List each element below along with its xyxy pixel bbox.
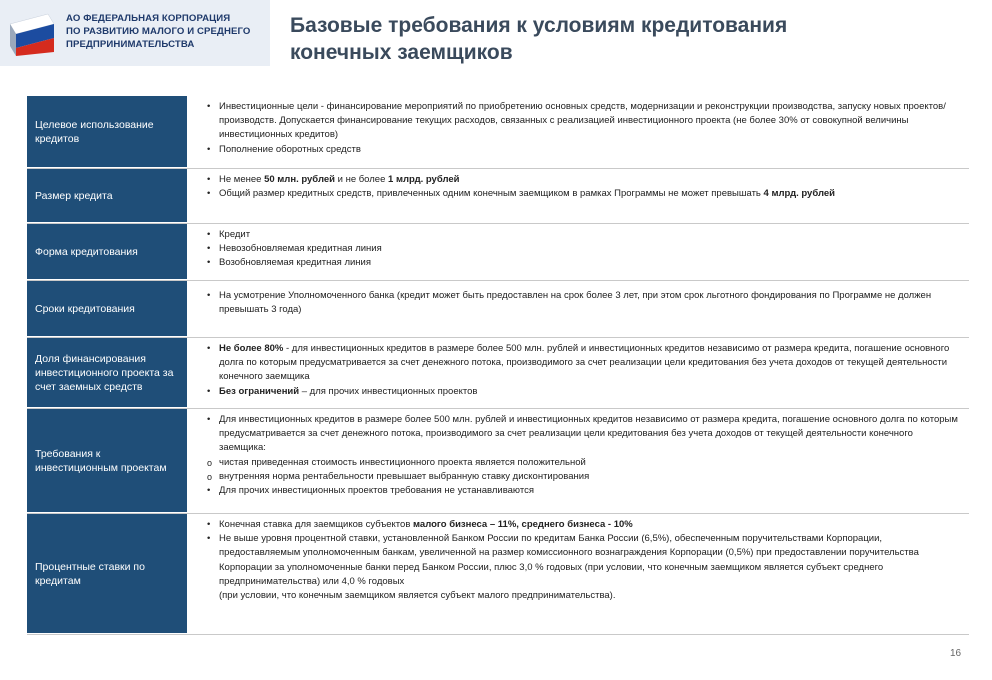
list-item: • Невозобновляемая кредитная линия [207, 243, 382, 255]
list-item: • Для инвестиционных кредитов в размере более 500 млн. рублей и инвестиционных кредитов независимо от размера кредита, погашение основного долга по которым предусматривается за счет денежного потока, производимого за счет реализации цели кредитования без учета доходов от текущей деятельности конечного заемщика: [207, 414, 958, 454]
row-content [187, 169, 969, 223]
list-item-continuation: (при условии, что конечным заемщиком является субъект малого предпринимательства). [219, 590, 616, 602]
org-name-line-3: ПРЕДПРИНИМАТЕЛЬСТВА [66, 39, 195, 50]
row-content [187, 281, 969, 337]
row-content [187, 224, 969, 280]
list-item: • Кредит [207, 229, 251, 240]
table-row-terms [27, 281, 969, 338]
list-item: • Не выше уровня процентной ставки, установленной Банком России по кредитам Банка России (6,5%), обеспеченным поручительствами Корпорации, предоставляемым уполномоченным банкам, увеличенной на размер комиссионного вознаграждения Корпорации (0,5%) при предоставлении поручительства Корпорации за уполномоченные банки перед Банком России, плюс 3,0 % годовых (при условии, что конечным заемщиком является субъект среднего предпринимательства) или 4,0 % годовых [207, 533, 919, 587]
list-item: • Не более 80% - для инвестиционных кредитов в размере более 500 млн. рублей и инвестиционных кредитов независимо от размера кредита, погашение основного долга по которым предусматривается за счет денежного потока, производимого за счет реализации цели кредитования без учета доходов от текущей деятельности конечного заемщика [207, 343, 950, 383]
slide-title-line-2: конечных заемщиков [290, 41, 513, 64]
logo-area [0, 0, 270, 66]
list-item: • Общий размер кредитных средств, привлеченных одним конечным заемщиком в рамках Программы не может превышать 4 млрд. рублей [207, 188, 836, 200]
row-content [187, 409, 969, 513]
list-item: • Возобновляемая кредитная линия [207, 257, 371, 269]
row-label: Сроки кредитования [27, 281, 187, 337]
row-content [187, 96, 969, 168]
sub-list-item: o внутренняя норма рентабельности превышает выбранную ставку дисконтирования [207, 470, 590, 482]
requirements-table [27, 96, 969, 635]
org-name-line-2: ПО РАЗВИТИЮ МАЛОГО И СРЕДНЕГО [66, 26, 251, 37]
org-name-line-1: АО ФЕДЕРАЛЬНАЯ КОРПОРАЦИЯ [66, 13, 231, 24]
table-row-purpose [27, 96, 969, 169]
table-row-share [27, 338, 969, 409]
page-number: 16 [950, 648, 962, 659]
list-item: • Для прочих инвестиционных проектов требования не устанавливаются [207, 485, 534, 497]
list-item: • Не менее 50 млн. рублей и не более 1 млрд. рублей [207, 174, 460, 185]
row-label: Целевое использование кредитов [27, 96, 187, 168]
table-row-form [27, 224, 969, 281]
list-item: • Пополнение оборотных средств [207, 143, 361, 155]
russian-flag-logo [8, 10, 58, 56]
row-content [187, 514, 969, 634]
list-item: • На усмотрение Уполномоченного банка (кредит может быть предоставлен на срок более 3 лет, при этом срок льготного фондирования по Программе не должен превышать 3 года) [207, 290, 932, 316]
row-content [187, 338, 969, 408]
list-item: • Конечная ставка для заемщиков субъектов малого бизнеса – 11%, среднего бизнеса - 10% [207, 519, 633, 530]
row-label: Размер кредита [27, 169, 187, 223]
organization-name [66, 12, 266, 51]
row-label: Требования к инвестиционным проектам [27, 409, 187, 513]
row-label: Доля финансирования инвестиционного проекта за счет заемных средств [27, 338, 187, 408]
slide-title [290, 12, 787, 66]
table-row-rates [27, 514, 969, 635]
sub-list-item: o чистая приведенная стоимость инвестиционного проекта является положительной [207, 456, 586, 468]
slide-title-line-1: Базовые требования к условиям кредитования [290, 14, 788, 37]
list-item: • Инвестиционные цели - финансирование мероприятий по приобретению основных средств, модернизации и реконструкции производства, запуску новых проектов/производств. Допускается финансирование текущих расходов, связанных с реализацией инвестиционного проекта (не более 30% от совокупной величины инвестиционных кредитов) [207, 101, 946, 141]
table-row-requirements [27, 409, 969, 514]
table-row-size [27, 169, 969, 224]
row-label: Форма кредитования [27, 224, 187, 280]
row-label: Процентные ставки по кредитам [27, 514, 187, 634]
list-item: • Без ограничений – для прочих инвестиционных проектов [207, 385, 478, 397]
